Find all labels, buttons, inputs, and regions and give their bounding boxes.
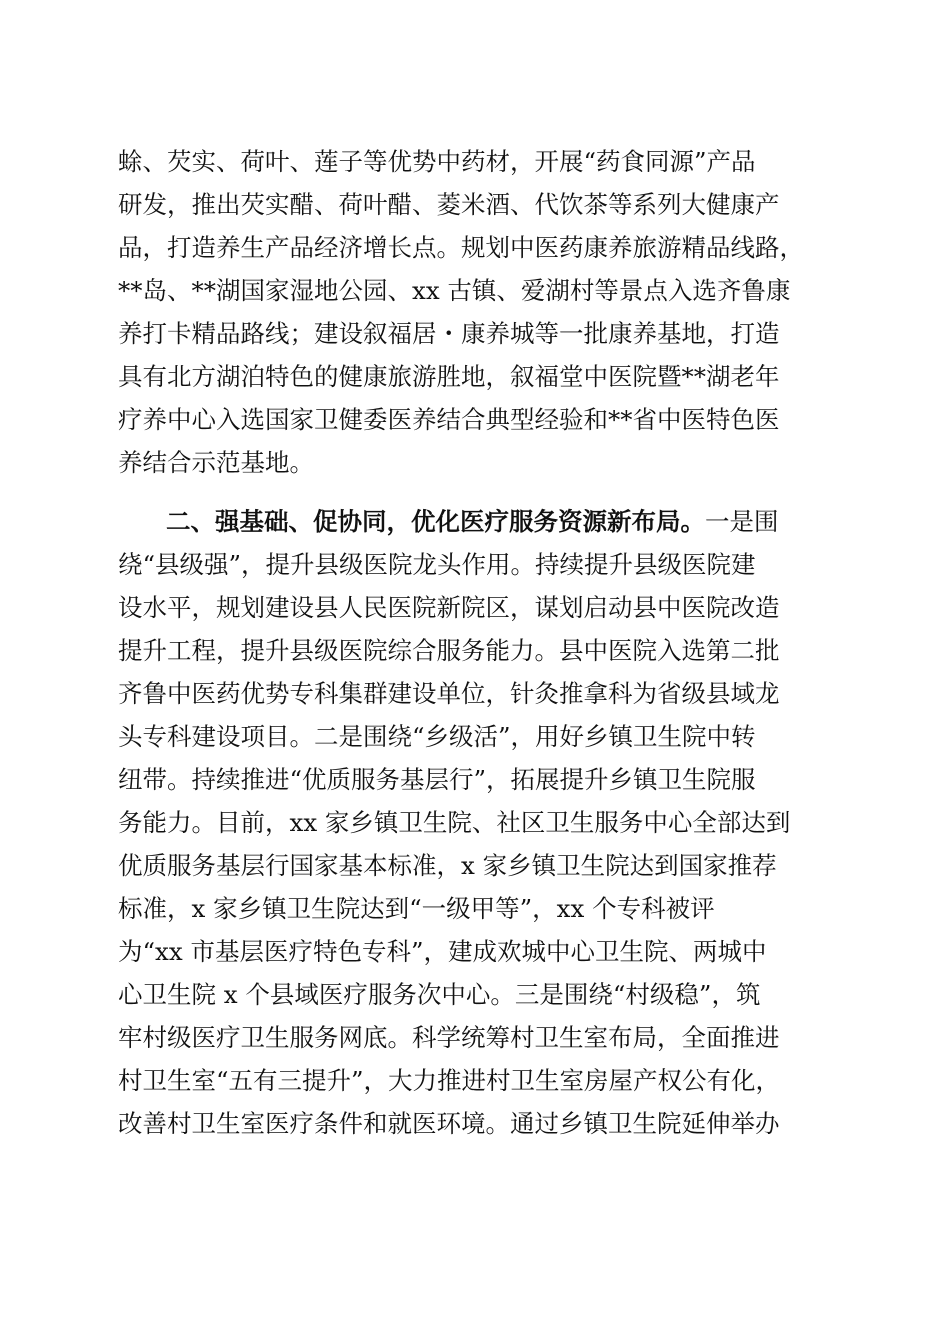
paragraph-2-line-5: 齐鲁中医药优势专科集群建设单位，针灸推拿科为省级县域龙 [118, 679, 780, 708]
paragraph-2-line-10: 标准，x 家乡镇卫生院达到“一级甲等”，xx 个专科被评 [118, 894, 715, 923]
paragraph-1-line-3: 品，打造养生产品经济增长点。规划中医药康养旅游精品线路， [118, 233, 804, 262]
paragraph-2-line-9: 优质服务基层行国家基本标准，x 家乡镇卫生院达到国家推荐 [118, 851, 777, 880]
paragraph-1-line-6: 具有北方湖泊特色的健康旅游胜地，叙福堂中医院暨**湖老年 [118, 362, 780, 391]
paragraph-2-line-6: 头专科建设项目。二是围绕“乡级活”，用好乡镇卫生院中转 [118, 722, 756, 751]
paragraph-1-line-5: 养打卡精品路线；建设叙福居・康养城等一批康养基地，打造 [118, 319, 780, 348]
paragraph-2-line-1 [166, 503, 830, 541]
paragraph-2-line-3: 设水平，规划建设县人民医院新院区，谋划启动县中医院改造 [118, 593, 780, 622]
paragraph-2-line-8: 务能力。目前，xx 家乡镇卫生院、社区卫生服务中心全部达到 [118, 808, 791, 837]
paragraph-2-line-14: 村卫生室“五有三提升”，大力推进村卫生室房屋产权公有化， [118, 1066, 781, 1095]
paragraph-2-line-2: 绕“县级强”，提升县级医院龙头作用。持续提升县级医院建 [118, 550, 756, 579]
paragraph-1-line-7: 疗养中心入选国家卫健委医养结合典型经验和**省中医特色医 [118, 405, 780, 434]
paragraph-1-line-4: **岛、**湖国家湿地公园、xx 古镇、爱湖村等景点入选齐鲁康 [118, 276, 791, 305]
paragraph-2-line-12: 心卫生院 x 个县域医疗服务次中心。三是围绕“村级稳”，筑 [118, 980, 761, 1009]
paragraph-2-line-7: 纽带。持续推进“优质服务基层行”，拓展提升乡镇卫生院服 [118, 765, 756, 794]
paragraph-2-line-4: 提升工程，提升县级医院综合服务能力。县中医院入选第二批 [118, 636, 780, 665]
paragraph-1-line-8: 养结合示范基地。 [118, 448, 314, 477]
paragraph-2-line-13: 牢村级医疗卫生服务网底。科学统筹村卫生室布局，全面推进 [118, 1023, 780, 1052]
paragraph-2-line-11: 为“xx 市基层医疗特色专科”，建成欢城中心卫生院、两城中 [118, 937, 767, 966]
paragraph-1-line-2: 研发，推出芡实醋、荷叶醋、菱米酒、代饮茶等系列大健康产 [118, 190, 780, 219]
paragraph-1-line-1: 蜍、芡实、荷叶、莲子等优势中药材，开展“药食同源”产品 [118, 147, 756, 176]
paragraph-2-first-line-rest: 一是围 [705, 507, 779, 536]
section-heading: 二、强基础、促协同，优化医疗服务资源新布局。 [166, 507, 705, 536]
paragraph-2-line-15: 改善村卫生室医疗条件和就医环境。通过乡镇卫生院延伸举办 [118, 1109, 780, 1138]
